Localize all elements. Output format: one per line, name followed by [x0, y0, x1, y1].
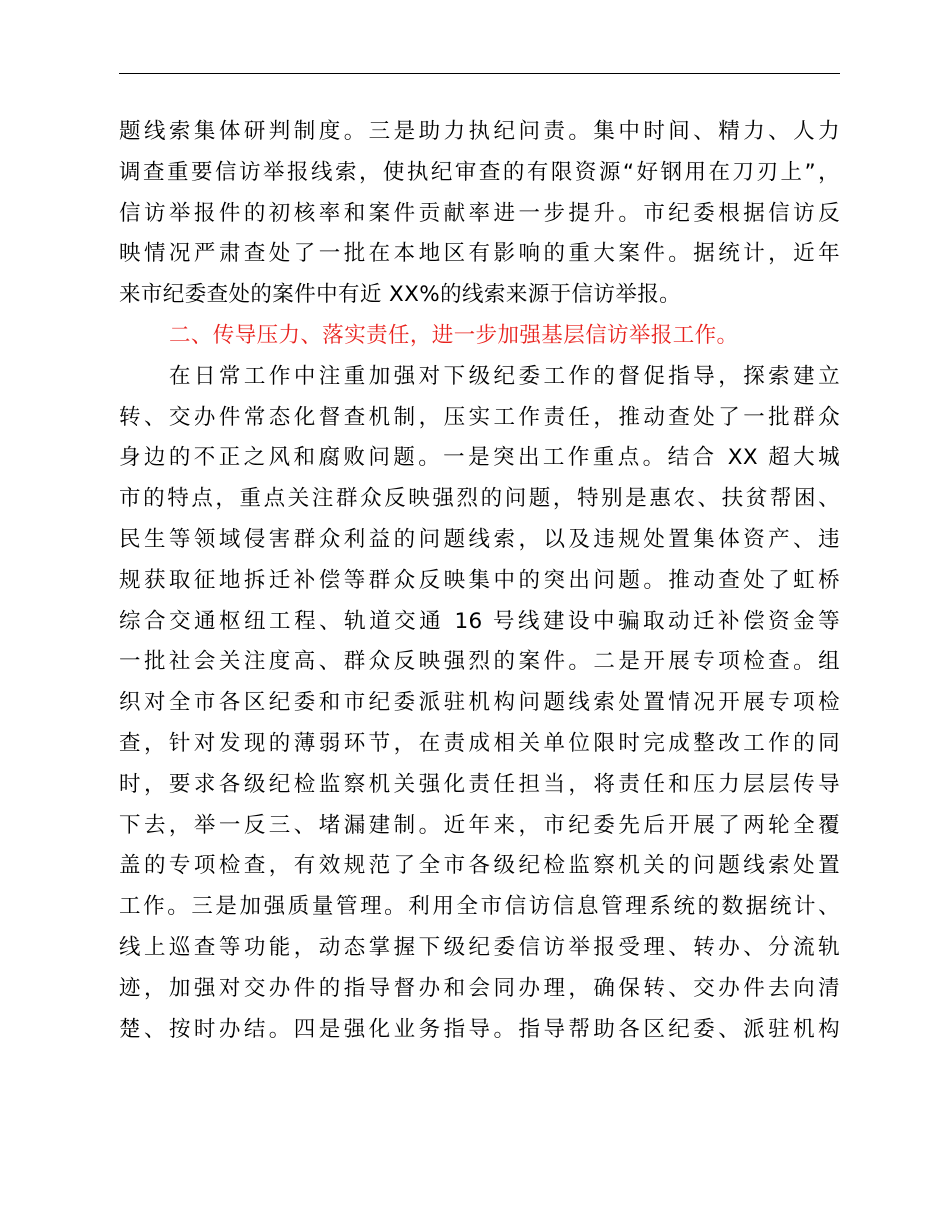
text-line: 下去，举一反三、堵漏建制。近年来，市纪委先后开展了两轮全覆: [119, 812, 840, 838]
text-line: 楚、按时办结。四是强化业务指导。指导帮助各区纪委、派驻机构: [119, 1016, 840, 1042]
document-body: [119, 112, 840, 1050]
paragraph-2: [119, 357, 840, 1051]
text-line: 市的特点，重点关注群众反映强烈的问题，特别是惠农、扶贫帮困、: [119, 486, 840, 512]
text-line: 迹，加强对交办件的指导督办和会同办理，确保转、交办件去向清: [119, 975, 840, 1001]
text-line: 信访举报件的初核率和案件贡献率进一步提升。市纪委根据信访反: [119, 200, 840, 226]
text-line: 工作。三是加强质量管理。利用全市信访信息管理系统的数据统计、: [119, 894, 840, 920]
text-line: 身边的不正之风和腐败问题。一是突出工作重点。结合 XX 超大城: [119, 445, 840, 471]
text-line: 盖的专项检查，有效规范了全市各级纪检监察机关的问题线索处置: [119, 853, 840, 879]
text-line: 民生等领域侵害群众利益的问题线索，以及违规处置集体资产、违: [119, 526, 840, 552]
text-line: 题线索集体研判制度。三是助力执纪问责。集中时间、精力、人力: [119, 119, 840, 144]
header-rule: [119, 73, 840, 74]
text-line: 转、交办件常态化督查机制，压实工作责任，推动查处了一批群众: [119, 404, 840, 430]
section-heading: 二、传导压力、落实责任，进一步加强基层信访举报工作。: [169, 322, 739, 348]
text-line: 查，针对发现的薄弱环节，在责成相关单位限时完成整改工作的同: [119, 730, 840, 756]
text-line: 一批社会关注度高、群众反映强烈的案件。二是开展专项检查。组: [119, 649, 840, 675]
text-line: 调查重要信访举报线索，使执纪审查的有限资源“好钢用在刀刃上”，: [119, 159, 840, 185]
text-line: 在日常工作中注重加强对下级纪委工作的督促指导，探索建立: [169, 363, 840, 389]
text-line: 规获取征地拆迁补偿等群众反映集中的突出问题。推动查处了虹桥: [119, 567, 840, 593]
text-line: 时，要求各级纪检监察机关强化责任担当，将责任和压力层层传导: [119, 771, 840, 797]
text-line: 来市纪委查处的案件中有近 XX%的线索来源于信访举报。: [119, 282, 682, 308]
text-line: 综合交通枢纽工程、轨道交通 16 号线建设中骗取动迁补偿资金等: [119, 608, 840, 634]
text-line: 织对全市各区纪委和市纪委派驻机构问题线索处置情况开展专项检: [119, 690, 840, 716]
paragraph-1: [119, 112, 840, 316]
text-line: 映情况严肃查处了一批在本地区有影响的重大案件。据统计，近年: [119, 241, 840, 267]
text-line: 线上巡查等功能，动态掌握下级纪委信访举报受理、转办、分流轨: [119, 934, 840, 960]
